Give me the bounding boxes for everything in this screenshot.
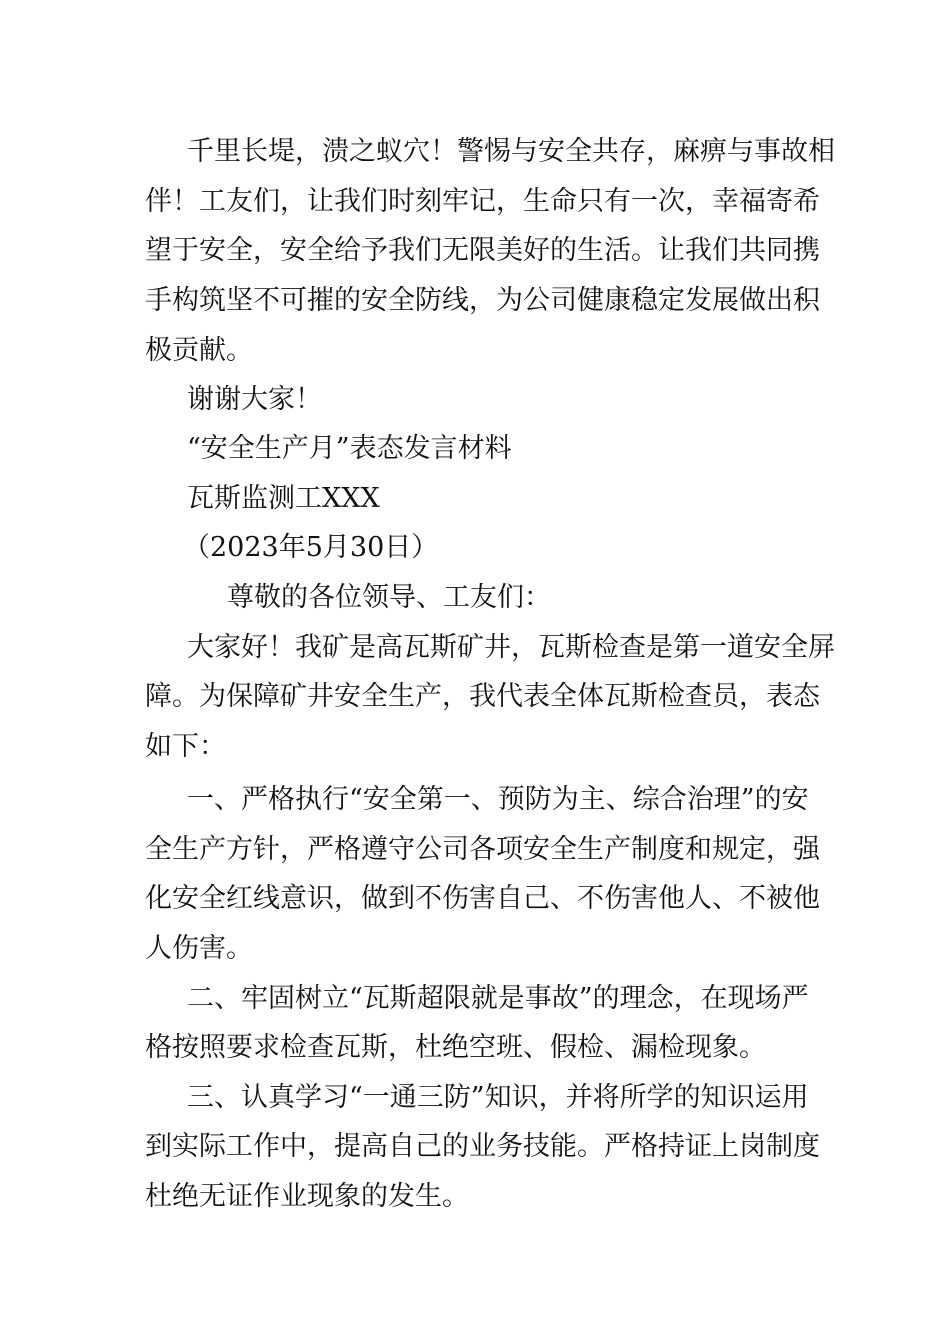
paragraph-line: 大家好！我矿是高瓦斯矿井，瓦斯检查是第一道安全屏 <box>187 632 835 663</box>
paragraph-line: 三、认真学习“一通三防”知识，并将所学的知识运用 <box>187 1082 809 1113</box>
date-line: （2023年5月30日） <box>183 532 439 563</box>
paragraph-line: 化安全红线意识，做到不伤害自己、不伤害他人、不被他 <box>145 883 820 914</box>
paragraph-line: 人伤害。 <box>145 933 253 964</box>
paragraph-line: 千里长堤，溃之蚁穴！警惕与安全共存，麻痹与事故相 <box>187 136 835 167</box>
paragraph-line: 手构筑坚不可摧的安全防线，为公司健康稳定发展做出积 <box>145 285 820 316</box>
document-title: “安全生产月”表态发言材料 <box>187 433 512 464</box>
paragraph-line: 伴！工友们，让我们时刻牢记，生命只有一次，幸福寄希 <box>145 186 820 217</box>
paragraph-line: 极贡献。 <box>145 335 253 366</box>
paragraph-line: 到实际工作中，提高自己的业务技能。严格持证上岗制度 <box>145 1131 820 1162</box>
paragraph-line: 全生产方针，严格遵守公司各项安全生产制度和规定，强 <box>145 834 820 865</box>
paragraph-line: 如下： <box>145 731 226 762</box>
paragraph-line: 格按照要求检查瓦斯，杜绝空班、假检、漏检现象。 <box>145 1032 766 1063</box>
paragraph-line: 障。为保障矿井安全生产，我代表全体瓦斯检查员，表态 <box>145 681 820 712</box>
paragraph-line: 二、牢固树立“瓦斯超限就是事故”的理念，在现场严 <box>187 983 809 1014</box>
author-line: 瓦斯监测工XXX <box>187 483 380 514</box>
paragraph-line: 杜绝无证作业现象的发生。 <box>145 1181 469 1212</box>
paragraph-line: 望于安全，安全给予我们无限美好的生活。让我们共同携 <box>145 235 820 266</box>
salutation: 尊敬的各位领导、工友们： <box>227 582 551 613</box>
closing-thanks: 谢谢大家！ <box>187 384 322 415</box>
paragraph-line: 一、严格执行“安全第一、预防为主、综合治理”的安 <box>187 784 809 815</box>
